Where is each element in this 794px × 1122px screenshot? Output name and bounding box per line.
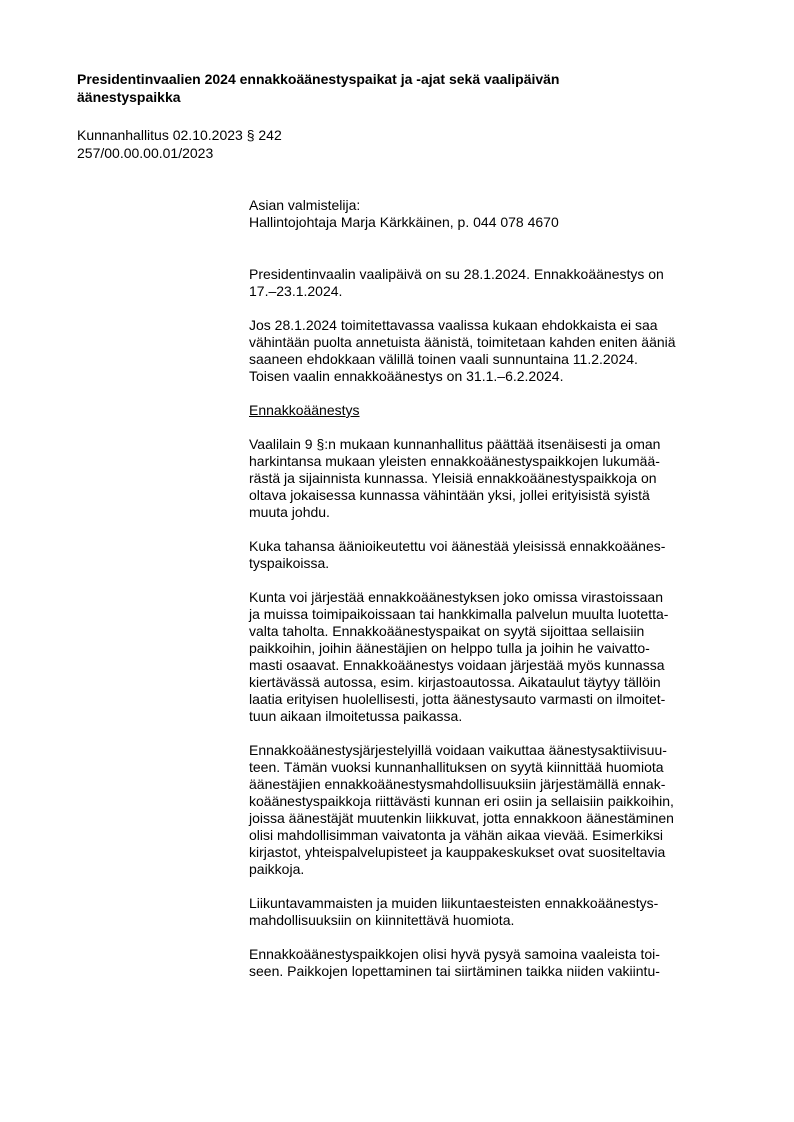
text-line: Vaalilain 9 §:n mukaan kunnanhallitus päättää itsenäisesti ja oman	[249, 436, 661, 452]
text-line: Ennakkoäänestyspaikkojen olisi hyvä pysyä samoina vaaleista toi-	[249, 946, 660, 962]
paragraph-activity	[249, 742, 719, 878]
text-line: oltava jokaisessa kunnassa vähintään yksi, jollei erityisistä syistä	[249, 487, 650, 503]
text-line: muuta johdu.	[249, 504, 330, 520]
text-line: vähintään puolta annetuista äänistä, toimitetaan kahden eniten ääniä	[249, 334, 676, 350]
preparer-block	[249, 197, 719, 231]
title-line: äänestyspaikka	[77, 89, 181, 105]
text-line: äänestäjien ennakkoäänestysmahdollisuuksiin järjestämällä ennak-	[249, 776, 666, 792]
text-line: kirjastot, yhteispalvelupisteet ja kauppakeskukset ovat suositeltavia	[249, 844, 666, 860]
text-line: paikkoihin, joihin äänestäjien on helppo tulla ja joihin he vaivatto-	[249, 640, 650, 656]
paragraph-election-law	[249, 436, 719, 521]
text-line: Kunta voi järjestää ennakkoäänestyksen joko omissa virastoissaan	[249, 589, 664, 605]
preparer-name: Hallintojohtaja Marja Kärkkäinen, p. 044 078 4670	[249, 214, 559, 230]
text-line: 17.–23.1.2024.	[249, 283, 343, 299]
text-line: mahdollisuuksiin on kiinnitettävä huomiota.	[249, 912, 515, 928]
text-line: Ennakkoäänestysjärjestelyillä voidaan vaikuttaa äänestysaktiivisuu-	[249, 742, 667, 758]
text-line: kiertävässä autossa, esim. kirjastoautossa. Aikataulut täytyy tällöin	[249, 674, 661, 690]
text-line: olisi mahdollisimman vaivatonta ja vähän aikaa vievää. Esimerkiksi	[249, 827, 663, 843]
text-line: Presidentinvaalin vaalipäivä on su 28.1.2024. Ennakkoäänestys on	[249, 266, 664, 282]
text-line: harkintansa mukaan yleisten ennakkoäänestyspaikkojen lukumää-	[249, 453, 660, 469]
text-line: rästä ja sijainnista kunnassa. Yleisiä ennakkoäänestyspaikkoja on	[249, 470, 657, 486]
text-line: joissa äänestäjät muutenkin liikkuvat, jotta ennakkoon äänestäminen	[249, 810, 674, 826]
paragraph-accessibility	[249, 895, 719, 929]
text-line: tyspaikoissa.	[249, 555, 330, 571]
text-line: Toisen vaalin ennakkoäänestys on 31.1.–6.2.2024.	[249, 368, 564, 384]
paragraph-second-round	[249, 317, 719, 385]
text-line: seen. Paikkojen lopettaminen tai siirtäminen taikka niiden vakiintu-	[249, 963, 660, 979]
document-body	[249, 197, 719, 997]
section-heading-block	[249, 402, 719, 419]
meeting-reference: Kunnanhallitus 02.10.2023 § 242	[77, 127, 282, 143]
text-line: Liikuntavammaisten ja muiden liikuntaesteisten ennakkoäänestys-	[249, 895, 659, 911]
text-line: teen. Tämän vuoksi kunnanhallituksen on syytä kiinnittää huomiota	[249, 759, 664, 775]
text-line: saaneen ehdokkaan välillä toinen vaali sunnuntaina 11.2.2024.	[249, 351, 638, 367]
paragraph-stability	[249, 946, 719, 980]
title-line: Presidentinvaalien 2024 ennakkoäänestyspaikat ja -ajat sekä vaalipäivän	[77, 71, 560, 87]
paragraph-election-date	[249, 266, 719, 300]
paragraph-arrangements	[249, 589, 719, 725]
record-id: 257/00.00.00.01/2023	[77, 145, 214, 161]
text-line: laatia erityisen huolellisesti, jotta äänestysauto varmasti on ilmoitet-	[249, 691, 666, 707]
text-line: paikkoja.	[249, 861, 305, 877]
section-heading: Ennakkoäänestys	[249, 402, 360, 418]
document-title	[77, 70, 717, 106]
text-line: ja muissa toimipaikoissaan tai hankkimalla palvelun muulta luotetta-	[249, 606, 669, 622]
text-line: Jos 28.1.2024 toimitettavassa vaalissa kukaan ehdokkaista ei saa	[249, 317, 658, 333]
text-line: valta taholta. Ennakkoäänestyspaikat on syytä sijoittaa sellaisiin	[249, 623, 645, 639]
text-line: koäänestyspaikkoja riittävästi kunnan eri osiin ja sellaisiin paikkoihin,	[249, 793, 674, 809]
spacer	[249, 231, 719, 266]
paragraph-anyone-can-vote	[249, 538, 719, 572]
text-line: masti osaavat. Ennakkoäänestys voidaan järjestää myös kunnassa	[249, 657, 665, 673]
text-line: tuun aikaan ilmoitetussa paikassa.	[249, 708, 463, 724]
text-line: Kuka tahansa äänioikeutettu voi äänestää yleisissä ennakkoäänes-	[249, 538, 666, 554]
meeting-meta	[77, 126, 477, 162]
preparer-label: Asian valmistelija:	[249, 197, 361, 213]
